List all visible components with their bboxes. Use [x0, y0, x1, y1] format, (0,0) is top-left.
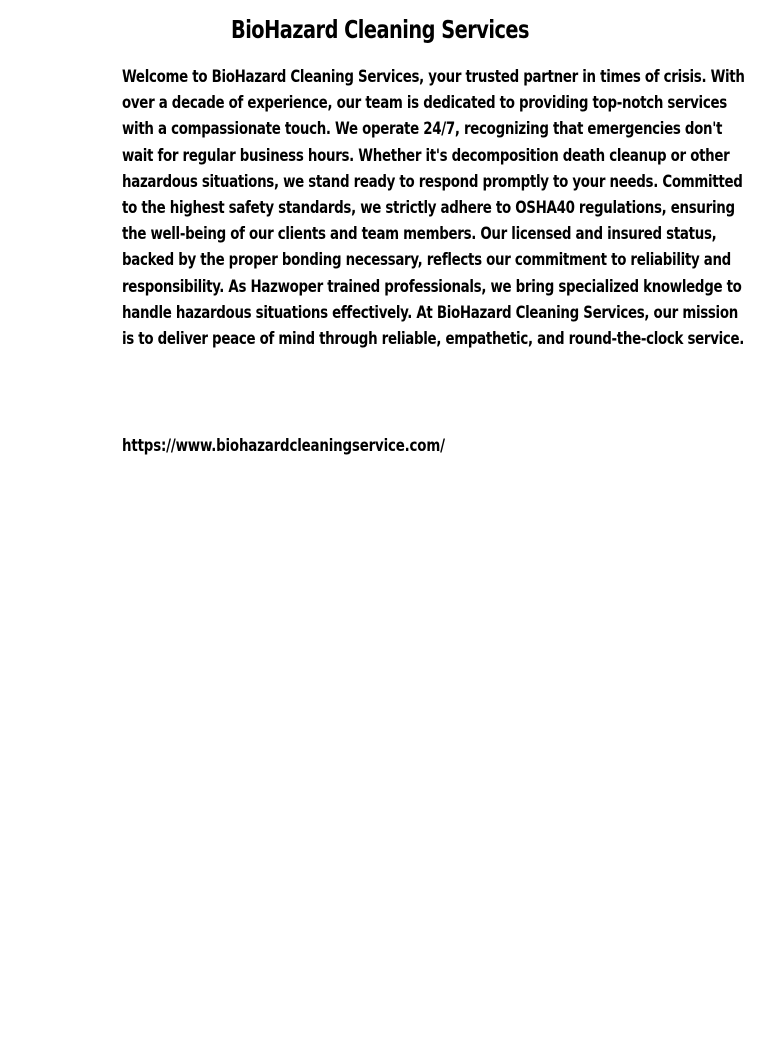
website-url: https://www.biohazardcleaningservice.com/ — [122, 436, 445, 456]
description-paragraph: Welcome to BioHazard Cleaning Services, your trusted partner in times of crisis. With over a decade of experience, our team is dedicated to providing top-notch services with a compassionate touch. We operate 24/7, recognizing that emergencies don't wait for regular business hours. Whether it's decomposition death cleanup or other hazardous situations, we stand ready to respond promptly to your needs. Committed to the highest safety standards, we strictly adhere to OSHA40 regulations, ensuring the well-being of our clients and team members. Our licensed and insured status, backed by the proper bonding necessary, reflects our commitment to reliability and responsibility. As Hazwoper trained professionals, we bring specialized knowledge to handle hazardous situations effectively. At BioHazard Cleaning Services, our mission is to deliver peace of mind through reliable, empathetic, and round-the-clock service. — [122, 67, 745, 350]
page-title: BioHazard Cleaning Services — [230, 15, 530, 44]
